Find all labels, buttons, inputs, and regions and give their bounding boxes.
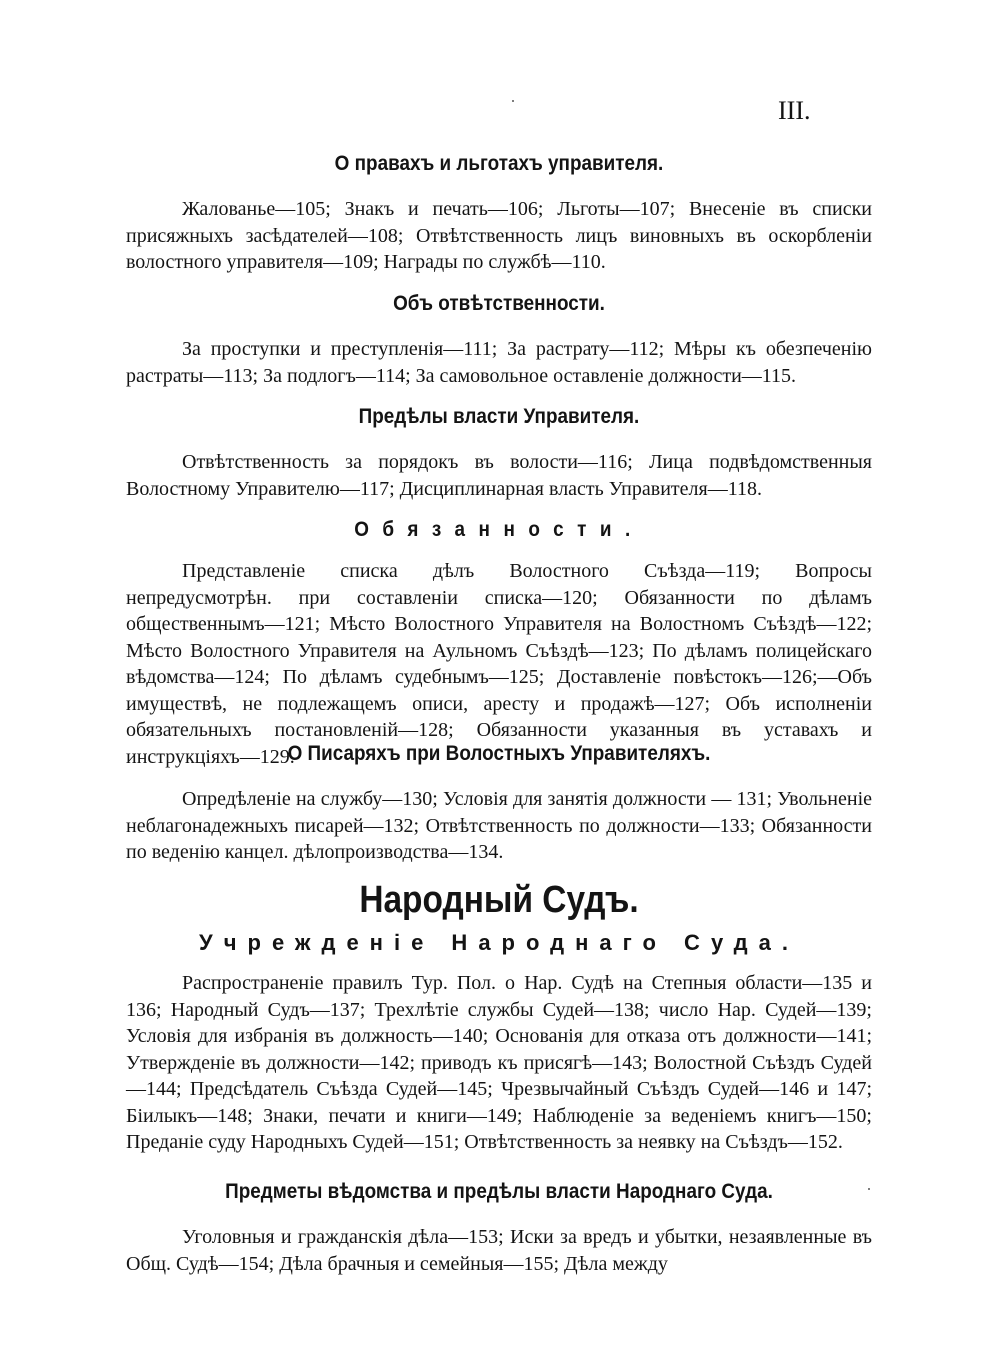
section-text: Опредѣленіе на службу—130; Условія для занятія должности — 131; Увольненіе неблагонадежныхъ писарей—132; Отвѣтственность по должности—133; Обязанности по веденію канцел. дѣлопроизводства—134.: [126, 788, 872, 863]
section-heading: Предѣлы власти Управителя.: [358, 405, 640, 428]
section-peoples-court: [126, 878, 872, 1156]
section-text: За проступки и преступленія—111; За растрату—112; Мѣры къ обезпеченію растраты—113; За подлогъ—114; За самовольное оставленіе должности—115.: [126, 338, 872, 387]
section-heading: Объ отвѣтственности.: [393, 292, 605, 315]
section-text: Представленіе списка дѣлъ Волостного Съѣзда—119; Вопросы непредусмотрѣн. при составленіи списка—120; Обязанности по дѣламъ общественнымъ—121; Мѣсто Волостного Управителя на Волостномъ Съѣздѣ—122; Мѣсто Волостного Управителя на Аульномъ Съѣздѣ—123; По дѣламъ полицейскаго вѣдомства—124; По дѣламъ судебнымъ—125; Доставленіе повѣстокъ—126;—Объ имуществѣ, не подлежащемъ описи, аресту и продажѣ—127; Объ исполненіи обязательныхъ постановленій—128; Обязанности указанныя въ уставахъ и инструкціяхъ—129.: [126, 560, 872, 768]
section-heading: Предметы вѣдомства и предѣлы власти Народнаго Суда.: [225, 1180, 773, 1203]
chapter-title: Народный Судъ.: [359, 879, 639, 921]
page-number: III.: [778, 96, 811, 125]
section-heading: О Писаряхъ при Волостныхъ Управителяхъ.: [287, 742, 711, 765]
print-speck: [512, 100, 514, 102]
section-text: Распространеніе правилъ Тур. Пол. о Нар. Судѣ на Степныя области—135 и 136; Народный Судъ—137; Трехлѣтіе службы Судей—138; число Нар. Судей—139; Условія для избранія въ должность—140; Основанія для отказа отъ должности—141; Утвержденіе въ должности—142; приводъ къ присягѣ—143; Волостной Съѣздъ Судей—144; Предсѣдатель Съѣзда Судей—145; Чрезвычайный Съѣздъ Судей—146 и 147; Біилыкъ—148; Знаки, печати и книги—149; Наблюденіе за веденіемъ книгъ—150; Преданіе суду Народныхъ Судей—151; Отвѣтственность за неявку на Съѣздъ—152.: [126, 972, 872, 1153]
section-duties: [126, 516, 872, 770]
section-rights: [126, 150, 872, 276]
section-text: Уголовныя и гражданскія дѣла—153; Иски за вредъ и убытки, незаявленные въ Общ. Судѣ—154; Дѣла брачныя и семейныя—155; Дѣла между: [126, 1226, 872, 1275]
section-text: Отвѣтственность за порядокъ въ волости—116; Лица подвѣдомственныя Волостному Управителю—117; Дисциплинарная власть Управителя—118.: [126, 451, 872, 500]
section-clerks: [126, 740, 872, 866]
section-heading: О правахъ и льготахъ управителя.: [334, 152, 664, 175]
section-heading: Обязанности.: [354, 518, 644, 541]
chapter-subtitle: Учрежденіе Народнаго Суда.: [199, 930, 799, 955]
section-authority: [126, 403, 872, 502]
section-court-jurisdiction: [126, 1178, 872, 1277]
section-responsibility: [126, 290, 872, 389]
section-text: Жалованье—105; Знакъ и печать—106; Льготы—107; Внесеніе въ списки присяжныхъ засѣдателей—108; Отвѣтственность лицъ виновныхъ въ оскорбленіи волостного управителя—109; Награды по службѣ—110.: [126, 198, 872, 273]
